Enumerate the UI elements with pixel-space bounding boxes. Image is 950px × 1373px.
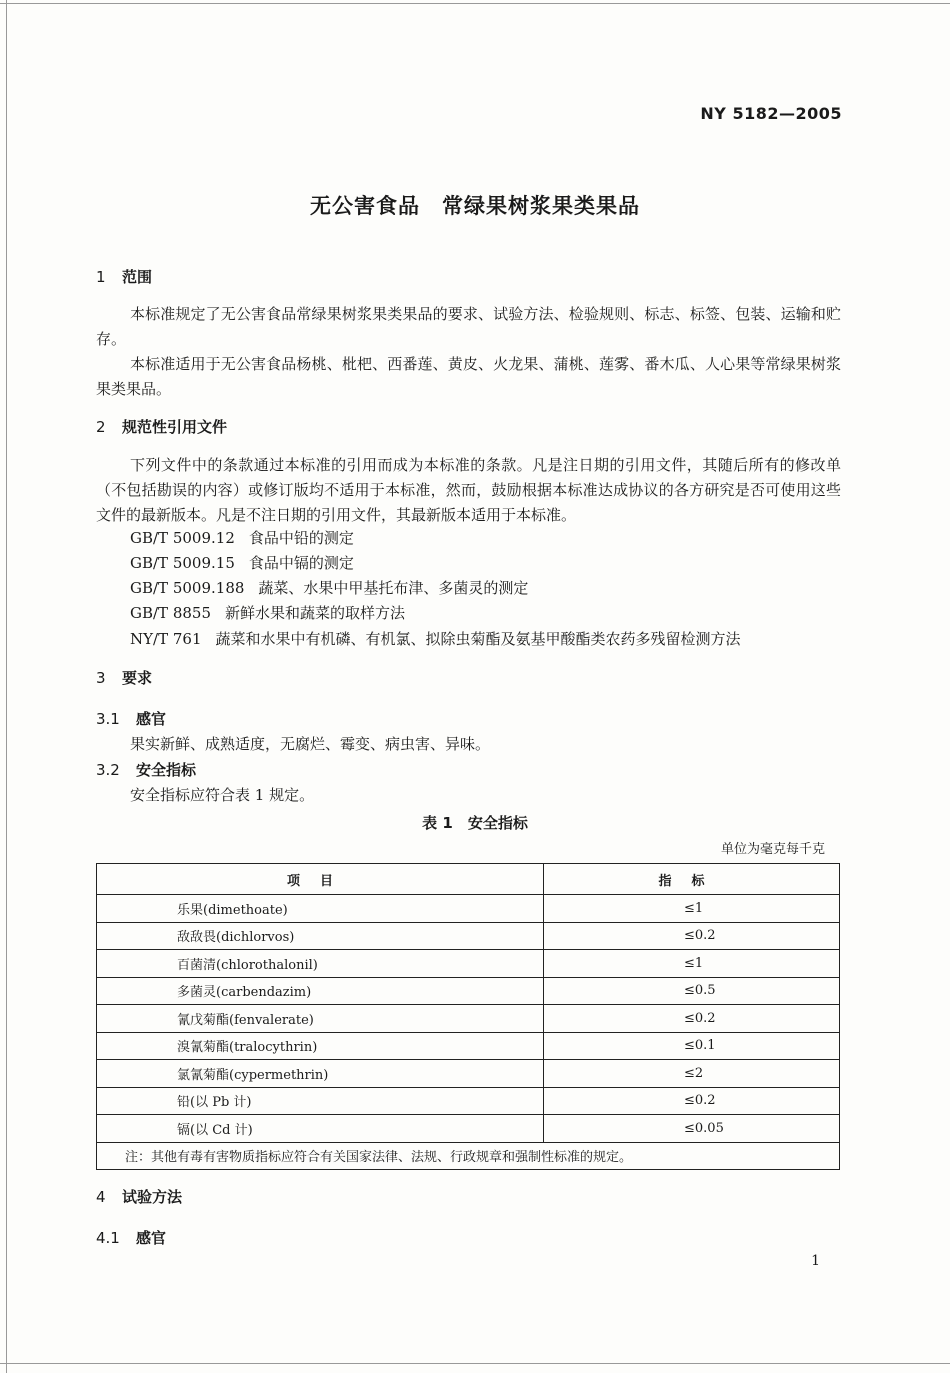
table-row: [97, 1032, 840, 1060]
item-cell: 溴氰菊酯(tralocythrin): [97, 1032, 544, 1060]
section-2-para-1: 下列文件中的条款通过本标准的引用而成为本标准的条款。凡是注日期的引用文件，其随后所有的修改单（不包括勘误的内容）或修订版均不适用于本标准，然而，鼓励根据本标准达成协议的各方研究是否可使用这些文件的最新版本。凡是不注日期的引用文件，其最新版本适用于本标准。: [96, 456, 841, 524]
document-title: 无公害食品 常绿果树浆果类果品: [310, 194, 640, 218]
table-row: [97, 1005, 840, 1033]
item-cell: 氰戊菊酯(fenvalerate): [97, 1005, 544, 1033]
value-cell: ≤0.05: [544, 1115, 840, 1143]
value-cell: ≤1: [544, 895, 840, 923]
value-cell: ≤0.2: [544, 1087, 840, 1115]
item-cell: 乐果(dimethoate): [97, 895, 544, 923]
section-4-heading: 4 试验方法: [96, 1188, 183, 1206]
section-1-para-2: 本标准适用于无公害食品杨桃、枇杷、西番莲、黄皮、火龙果、蒲桃、莲雾、番木瓜、人心果等常绿果树浆果类果品。: [96, 355, 841, 398]
table-row: [97, 1060, 840, 1088]
section-1-heading: 1 范围: [96, 268, 153, 286]
scan-edge-bottom: [0, 1363, 950, 1364]
item-cell: 敌敌畏(dichlorvos): [97, 922, 544, 950]
value-cell: ≤1: [544, 950, 840, 978]
table-header-row: [97, 864, 840, 895]
value-cell: ≤0.2: [544, 1005, 840, 1033]
value-cell: ≤2: [544, 1060, 840, 1088]
reference-item: NY/T 761 蔬菜和水果中有机磷、有机氯、拟除虫菊酯及氨基甲酸酯类农药多残留检测方法: [130, 630, 741, 648]
table-row: [97, 1115, 840, 1143]
scan-edge-top: [0, 3, 950, 4]
value-cell: ≤0.5: [544, 977, 840, 1005]
page-number: 1: [811, 1253, 820, 1269]
item-cell: 百菌清(chlorothalonil): [97, 950, 544, 978]
section-3-2-text: 安全指标应符合表 1 规定。: [130, 786, 315, 804]
value-cell: ≤0.2: [544, 922, 840, 950]
reference-item: GB/T 5009.12 食品中铅的测定: [130, 529, 354, 547]
section-2-heading: 2 规范性引用文件: [96, 418, 228, 436]
value-cell: ≤0.1: [544, 1032, 840, 1060]
reference-item: GB/T 8855 新鲜水果和蔬菜的取样方法: [130, 604, 406, 622]
table-note: 注：其他有毒有害物质指标应符合有关国家法律、法规、行政规章和强制性标准的规定。: [97, 1142, 840, 1170]
standard-code: NY 5182—2005: [700, 104, 842, 123]
item-cell: 铅(以 Pb 计): [97, 1087, 544, 1115]
section-3-2-heading: 3.2 安全指标: [96, 761, 197, 779]
table-row: [97, 950, 840, 978]
safety-indicator-table: [96, 863, 840, 1170]
table-row: [97, 922, 840, 950]
section-4-1-heading: 4.1 感官: [96, 1229, 167, 1247]
reference-item: GB/T 5009.15 食品中镉的测定: [130, 554, 354, 572]
table-unit: 单位为毫克每千克: [720, 842, 825, 857]
reference-item: GB/T 5009.188 蔬菜、水果中甲基托布津、多菌灵的测定: [130, 579, 529, 597]
table-row: [97, 895, 840, 923]
table-row: [97, 977, 840, 1005]
column-header-item: 项目: [97, 864, 544, 895]
section-1-para-1: 本标准规定了无公害食品常绿果树浆果类果品的要求、试验方法、检验规则、标志、标签、包装、运输和贮存。: [96, 305, 841, 348]
section-3-1-text: 果实新鲜、成熟适度，无腐烂、霉变、病虫害、异味。: [130, 735, 491, 753]
table-caption: 表 1 安全指标: [422, 814, 528, 832]
section-3-1-heading: 3.1 感官: [96, 710, 167, 728]
table-row: [97, 1087, 840, 1115]
item-cell: 镉(以 Cd 计): [97, 1115, 544, 1143]
item-cell: 多菌灵(carbendazim): [97, 977, 544, 1005]
section-3-heading: 3 要求: [96, 669, 153, 687]
item-cell: 氯氰菊酯(cypermethrin): [97, 1060, 544, 1088]
table-note-row: [97, 1142, 840, 1170]
column-header-value: 指标: [544, 864, 840, 895]
